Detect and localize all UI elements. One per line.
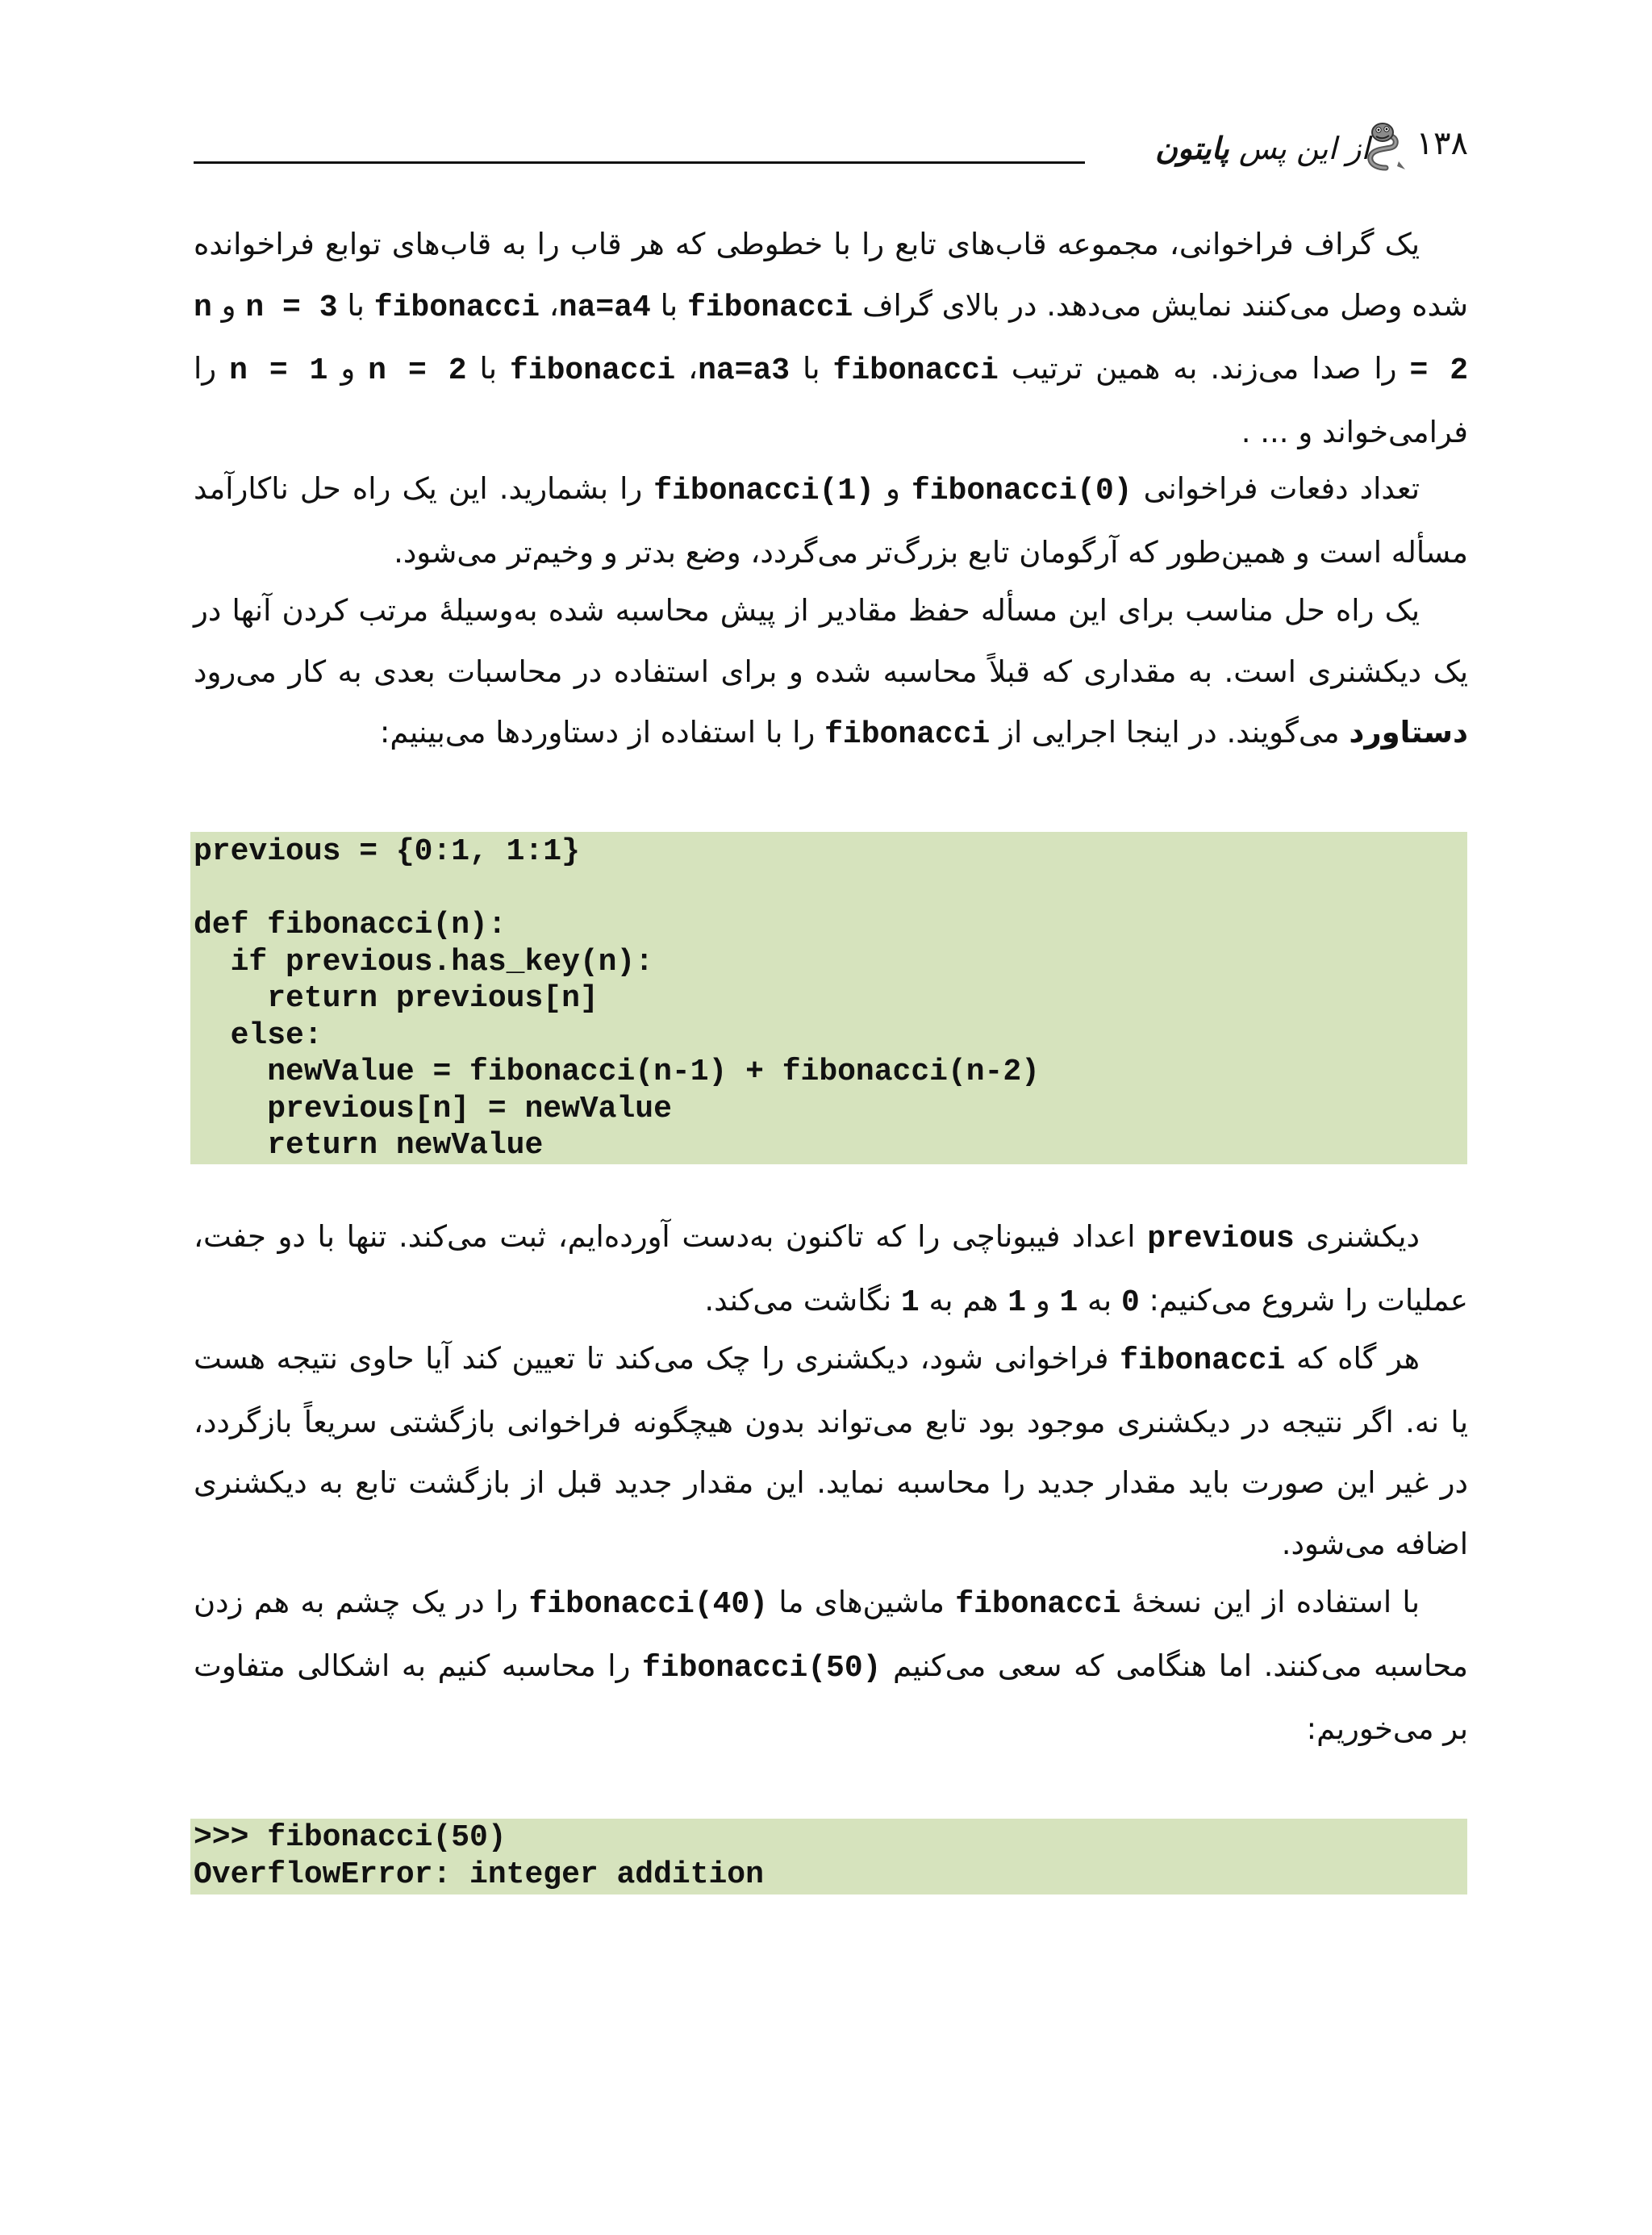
text-run: با bbox=[337, 287, 374, 323]
inline-code: fibonacci(50) bbox=[642, 1650, 882, 1686]
code-line: previous = {0:1, 1:1} bbox=[194, 834, 580, 869]
book-title-prefix: از این پس bbox=[1238, 131, 1370, 166]
text-run: با bbox=[790, 351, 833, 386]
text-run: و bbox=[327, 351, 369, 386]
text-run: تعداد دفعات فراخوانی bbox=[1132, 471, 1420, 506]
inline-code: fibonacci bbox=[824, 717, 991, 752]
page-number: ۱۳۸ bbox=[1416, 125, 1468, 162]
text-run: را بشمارید. این یک راه حل ناکارآمد مسأله است و همین‌طور که آرگومان تابع بزرگ‌تر می‌گردد، وضع بدتر و وخیم‌تر می‌شود. bbox=[194, 471, 1468, 570]
inline-code: fibonacci bbox=[1120, 1343, 1286, 1378]
paragraph bbox=[194, 1328, 1468, 1574]
text-run: با bbox=[650, 287, 688, 323]
inline-code: previous bbox=[1147, 1222, 1295, 1256]
inline-code: fibonacci(1) bbox=[653, 474, 874, 508]
inline-code: n = 1 bbox=[229, 353, 328, 388]
code-line bbox=[194, 871, 1467, 908]
text-run: را با استفاده از دستاوردها می‌بینیم: bbox=[379, 715, 825, 750]
text-run: فراخوانی شود، دیکشنری را چک می‌کند تا تعیین کند آیا حاوی نتیجه هست یا نه. اگر نتیجه در دیکشنری موجود بود تابع می‌تواند بدون هیچگونه فراخوانی بازگشتی سریعاً بازگردد، در غیر این صورت باید مقدار جدید را محاسبه نماید. این مقدار جدید قبل از بازگشت تابع به دیکشنری اضافه می‌شود. bbox=[194, 1341, 1468, 1561]
inline-code: na=a4 bbox=[558, 290, 651, 325]
inline-code: 1 bbox=[900, 1285, 920, 1320]
paragraph bbox=[194, 580, 1468, 766]
text-run: اعداد فیبوناچی را که تاکنون به‌دست آورده‌ایم، ثبت می‌کند. تنها با دو جفت، عملیات را شروع می‌کنیم: bbox=[194, 1219, 1468, 1318]
inline-code: n = 2 bbox=[194, 290, 1469, 388]
code-line: previous[n] = newValue bbox=[194, 1091, 672, 1126]
text-run: و bbox=[211, 287, 246, 323]
text-run: ماشین‌های ما bbox=[768, 1585, 956, 1619]
text-run: می‌گویند. در اینجا اجرایی از bbox=[990, 715, 1350, 750]
paragraph bbox=[194, 1572, 1468, 1760]
code-line: return previous[n] bbox=[194, 981, 599, 1016]
inline-code: fibonacci(0) bbox=[911, 474, 1133, 508]
paragraph bbox=[194, 458, 1468, 583]
text-run: یک راه حل مناسب برای این مسأله حفظ مقادیر از پیش محاسبه شده به‌وسیلهٔ مرتب کردن آنها در یک دیکشنری است. به مقداری که قبلاً محاسبه شده و برای استفاده در محاسبات بعدی به کار می‌رود bbox=[194, 593, 1468, 689]
paragraph bbox=[194, 214, 1468, 462]
page-header bbox=[194, 121, 1468, 178]
book-title bbox=[1155, 131, 1370, 166]
text-run: هم به bbox=[919, 1282, 1008, 1318]
book-title-name: پایتون bbox=[1155, 131, 1229, 166]
code-line: OverflowError: integer addition bbox=[194, 1857, 764, 1892]
header-rule bbox=[194, 161, 1085, 164]
inline-code: fibonacci(40) bbox=[528, 1587, 769, 1622]
inline-code: fibonacci bbox=[373, 290, 540, 325]
text-run: ، bbox=[540, 287, 559, 323]
code-line: return newValue bbox=[194, 1128, 544, 1163]
text-run: هر گاه که bbox=[1285, 1341, 1420, 1376]
text-run: نگاشت می‌کند. bbox=[704, 1282, 901, 1318]
inline-code: n = 2 bbox=[368, 353, 467, 388]
inline-code: fibonacci bbox=[687, 290, 853, 325]
text-run: را صدا می‌زند. به همین ترتیب bbox=[998, 351, 1410, 386]
inline-code: n = 3 bbox=[245, 290, 338, 325]
text-run: را فرامی‌خواند و ... . bbox=[194, 351, 1468, 449]
text-run: و bbox=[874, 471, 912, 506]
output-block bbox=[190, 1819, 1467, 1895]
bold-term: دستاورد bbox=[1349, 715, 1468, 750]
text-run: و bbox=[1026, 1282, 1060, 1318]
inline-code: na=a3 bbox=[698, 353, 791, 388]
inline-code: fibonacci bbox=[955, 1587, 1121, 1622]
text-run: را در یک چشم به هم زدن محاسبه می‌کنند. اما هنگامی که سعی می‌کنیم bbox=[194, 1585, 1468, 1683]
code-line: if previous.has_key(n): bbox=[194, 944, 654, 980]
code-block bbox=[190, 832, 1467, 1164]
text-run: دیکشنری bbox=[1294, 1219, 1420, 1254]
inline-code: fibonacci bbox=[832, 353, 999, 388]
inline-code: fibonacci bbox=[509, 353, 676, 388]
inline-code: 1 bbox=[1007, 1285, 1027, 1320]
inline-code: 1 bbox=[1059, 1285, 1078, 1320]
code-line: else: bbox=[194, 1017, 323, 1053]
paragraph bbox=[194, 1206, 1468, 1333]
text-run: با استفاده از این نسخهٔ bbox=[1120, 1585, 1420, 1619]
code-line: newValue = fibonacci(n-1) + fibonacci(n-2) bbox=[194, 1055, 1040, 1089]
text-run: ، bbox=[675, 351, 699, 386]
code-line: def fibonacci(n): bbox=[194, 908, 507, 942]
text-run: را محاسبه کنیم به اشکالی متفاوت بر می‌خوریم: bbox=[194, 1648, 1468, 1746]
code-line: >>> fibonacci(50) bbox=[194, 1820, 507, 1855]
text-run: با bbox=[466, 351, 510, 386]
inline-code: 0 bbox=[1120, 1285, 1140, 1320]
text-run: یک گراف فراخوانی، مجموعه قاب‌های تابع را با خطوطی که هر قاب را به قاب‌های توابع فراخوانده شده وصل می‌کنند نمایش می‌دهد. در بالای گراف bbox=[194, 227, 1469, 323]
text-run: به bbox=[1078, 1282, 1121, 1318]
